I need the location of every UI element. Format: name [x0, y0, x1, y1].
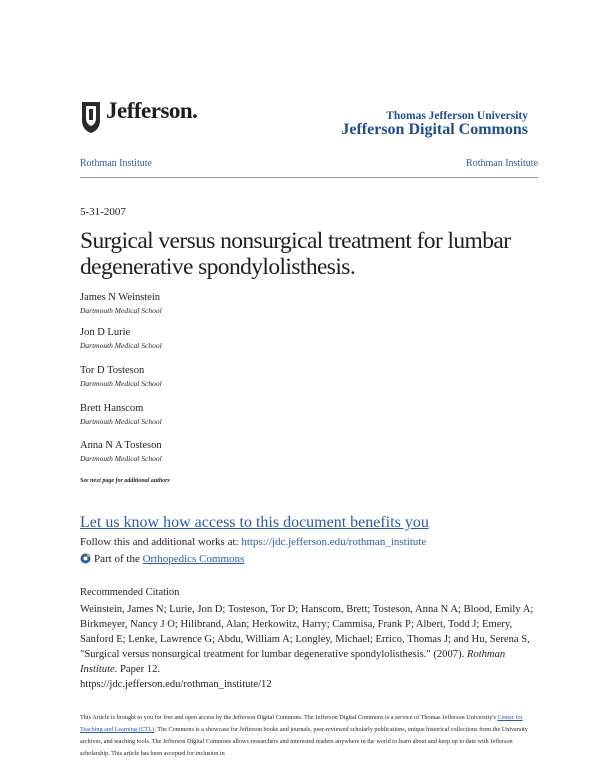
follow-line: [80, 536, 426, 548]
orthopedics-commons-link[interactable]: Orthopedics Commons: [142, 553, 245, 565]
author-affiliation: Dartmouth Medical School: [80, 341, 162, 350]
citation-url[interactable]: https://jdc.jefferson.edu/rothman_institute/12: [80, 679, 272, 690]
citation-heading: Recommended Citation: [80, 587, 180, 598]
author-name: Tor D Tosteson: [80, 365, 145, 376]
author-name: Anna N A Tosteson: [80, 440, 162, 451]
header-divider: [80, 177, 538, 178]
author-name: Jon D Lurie: [80, 327, 131, 338]
benefit-feedback-link[interactable]: Let us know how access to this document benefits you: [80, 514, 429, 531]
part-of-prefix: Part of the: [94, 553, 140, 565]
institution-name[interactable]: Thomas Jefferson University: [386, 110, 528, 122]
author-affiliation: Dartmouth Medical School: [80, 306, 162, 315]
additional-authors-note: See next page for additional authors: [80, 478, 170, 484]
repository-name[interactable]: Jefferson Digital Commons: [341, 121, 528, 138]
footer-text-2: . The Commons is a showcase for Jefferson books and journals, peer-reviewed scholarly publications, unique historical collections from the University archives, and teaching tools. The Jefferson Digital Commons allows researchers and interested readers anywhere in the world to learn about and keep up to date with Jefferson scholarship. This article has been accepted for inclusion in: [80, 726, 528, 757]
network-icon: [80, 553, 91, 567]
footer-notice: [80, 712, 536, 760]
collection-link-left[interactable]: Rothman Institute: [80, 158, 152, 169]
follow-prefix: Follow this and additional works at:: [80, 536, 239, 548]
publication-date: 5-31-2007: [80, 206, 126, 218]
author-name: Brett Hanscom: [80, 403, 144, 414]
citation-text: Weinstein, James N; Lurie, Jon D; Tosteson, Tor D; Hanscom, Brett; Tosteson, Anna N A; Blood, Emily A; Birkmeyer, Nancy J O; Hilibrand, Alan; Herkowitz, Harry; Cammisa, Frank P; Albert, Todd J; Emery, Sanford E; Lenke, Lawrence G; Abdu, William A; Longley, Michael; Errico, Thomas J; and Hu, Serena S, "Surgical versus nonsurgical treatment for lumbar degenerative spondylolisthesis." (2007).: [80, 604, 534, 660]
citation-body: [80, 602, 540, 692]
article-title: Surgical versus nonsurgical treatment for lumbar degenerative spondylolisthesis.: [80, 228, 511, 280]
ctl-link[interactable]: Center for Teaching and Learning (CTL): [80, 714, 523, 733]
jefferson-logo: [80, 100, 210, 136]
jefferson-crest-icon: [80, 100, 102, 134]
logo-wordmark: Jefferson.: [106, 98, 198, 123]
part-of-line: [80, 553, 244, 567]
citation-paper: Paper 12.: [120, 664, 161, 675]
citation-journal: Rothman Institute.: [80, 649, 506, 675]
author-affiliation: Dartmouth Medical School: [80, 379, 162, 388]
collection-url-link[interactable]: https://jdc.jefferson.edu/rothman_institute: [241, 536, 427, 548]
footer-text-1: This Article is brought to you for free and open access by the Jefferson Digital Commons. The Jefferson Digital Commons is a service of Thomas Jefferson University's: [80, 714, 496, 721]
collection-link-right[interactable]: Rothman Institute: [466, 158, 538, 169]
author-affiliation: Dartmouth Medical School: [80, 417, 162, 426]
author-name: James N Weinstein: [80, 292, 161, 303]
author-affiliation: Dartmouth Medical School: [80, 454, 162, 463]
